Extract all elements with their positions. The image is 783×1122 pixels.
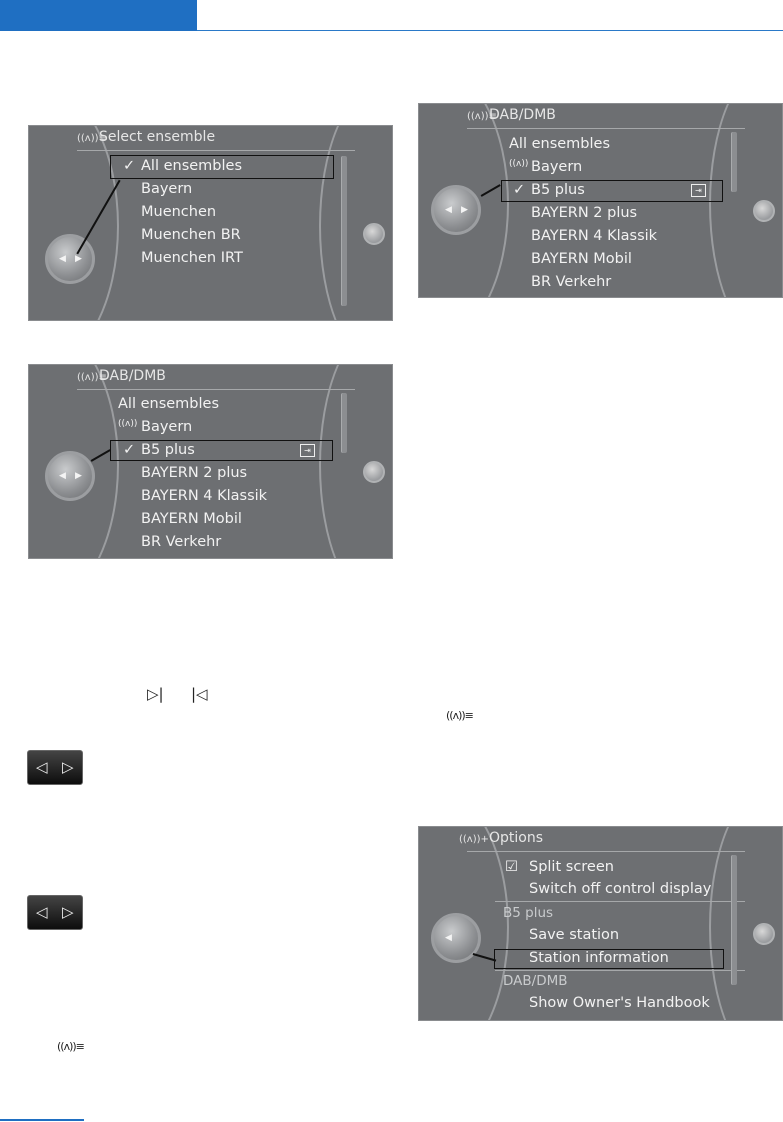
screen-bezel-arc: [319, 364, 393, 559]
radio-antenna-icon: ((ᴧ)): [509, 159, 529, 169]
menu-item[interactable]: BAYERN 4 Klassik: [531, 228, 658, 244]
radio-ensemble-icon: ((ᴧ))≡: [77, 372, 107, 383]
menu-item[interactable]: BR Verkehr: [531, 274, 612, 290]
radio-antenna-icon: ((ᴧ)): [118, 419, 138, 429]
menu-item-split-screen[interactable]: Split screen: [529, 859, 614, 875]
radio-ensemble-icon: ((ᴧ))≡: [467, 111, 497, 122]
screen-options: [418, 826, 783, 1021]
arrow-left-icon[interactable]: ◁: [36, 758, 48, 776]
checkmark-icon: ✓: [123, 442, 136, 458]
menu-item-b5-plus[interactable]: B5 plus: [531, 182, 585, 198]
save-station-icon: ⇥: [300, 444, 315, 457]
menu-item[interactable]: Switch off control display: [529, 881, 712, 897]
arrow-left-icon: ◀: [59, 254, 66, 264]
section-heading: DAB/DMB: [503, 973, 568, 989]
controller-icon: [431, 185, 481, 235]
radio-ensemble-icon: ((ᴧ))≡: [446, 709, 473, 722]
screen-title: ((ᴧ))≡DAB/DMB: [77, 368, 166, 384]
knob-icon: [363, 223, 385, 245]
menu-item[interactable]: Muenchen IRT: [141, 250, 243, 266]
controller-icon: [45, 234, 95, 284]
controller-icon: [431, 913, 481, 963]
arrow-buttons[interactable]: [27, 750, 83, 785]
section-divider: [495, 970, 745, 971]
menu-item[interactable]: Bayern: [531, 159, 583, 175]
next-track-icon: ▷|: [147, 685, 164, 703]
arrow-right-icon: ▶: [461, 205, 468, 215]
title-divider: [77, 389, 355, 390]
menu-item[interactable]: BAYERN Mobil: [141, 511, 242, 527]
section-heading: B5 plus: [503, 905, 554, 921]
radio-ensemble-icon: ((ᴧ))≡: [77, 133, 107, 144]
menu-item[interactable]: BAYERN Mobil: [531, 251, 632, 267]
knob-icon: [363, 461, 385, 483]
menu-item[interactable]: BAYERN 2 plus: [531, 205, 638, 221]
selection-highlight: [501, 180, 723, 202]
screen-title: ((ᴧ))+Options: [459, 830, 544, 846]
arrow-buttons[interactable]: [27, 895, 83, 930]
arrow-right-icon[interactable]: ▷: [62, 758, 74, 776]
screen-bezel-arc: [709, 826, 783, 1021]
footer-rule: [0, 1119, 84, 1121]
radio-ensemble-icon: ((ᴧ))≡: [57, 1040, 84, 1053]
menu-item-b5-plus[interactable]: B5 plus: [141, 442, 195, 458]
menu-item[interactable]: Muenchen BR: [141, 227, 241, 243]
menu-item[interactable]: BAYERN 2 plus: [141, 465, 248, 481]
title-divider: [77, 150, 355, 151]
screen-dab-dmb-right: [418, 103, 783, 298]
arrow-right-icon[interactable]: ▷: [62, 903, 74, 921]
screen-select-ensemble: [28, 125, 393, 321]
header-color-bar: [0, 0, 197, 31]
arrow-right-icon: ▶: [75, 471, 82, 481]
menu-item-all-ensembles[interactable]: All ensembles: [141, 158, 243, 174]
menu-item[interactable]: All ensembles: [509, 136, 611, 152]
scrollbar[interactable]: [731, 132, 737, 192]
screen-title: ((ᴧ))≡Select ensemble: [77, 129, 216, 145]
selection-highlight: [494, 949, 724, 969]
arrow-left-icon: ◀: [59, 471, 66, 481]
title-divider: [467, 851, 745, 852]
knob-icon: [753, 923, 775, 945]
section-divider: [495, 901, 745, 902]
menu-item[interactable]: Save station: [529, 927, 620, 943]
menu-item-station-information[interactable]: Station information: [529, 950, 669, 966]
controller-icon: [45, 451, 95, 501]
scrollbar[interactable]: [731, 855, 737, 985]
menu-item[interactable]: BAYERN 4 Klassik: [141, 488, 268, 504]
selection-highlight: [110, 440, 333, 461]
prev-track-icon: |◁: [191, 685, 208, 703]
header-rule: [197, 30, 783, 31]
screen-bezel-arc: [28, 125, 119, 321]
knob-icon: [753, 200, 775, 222]
screen-dab-dmb: [28, 364, 393, 559]
menu-item[interactable]: BR Verkehr: [141, 534, 222, 550]
menu-item[interactable]: Bayern: [141, 181, 193, 197]
checkmark-icon: ✓: [123, 158, 136, 174]
menu-item[interactable]: Bayern: [141, 419, 193, 435]
scrollbar[interactable]: [341, 156, 347, 306]
save-station-icon: ⇥: [691, 184, 706, 197]
checkmark-icon: ✓: [513, 182, 526, 198]
checkbox-icon[interactable]: ☑: [505, 859, 518, 875]
options-icon: ((ᴧ))+: [459, 834, 489, 845]
scrollbar[interactable]: [341, 393, 347, 453]
arrow-right-icon: ▶: [75, 254, 82, 264]
arrow-left-icon: ◀: [445, 933, 452, 943]
screen-title: ((ᴧ))≡DAB/DMB: [467, 107, 556, 123]
title-divider: [467, 128, 745, 129]
selection-highlight: [110, 155, 334, 179]
arrow-left-icon: ◀: [445, 205, 452, 215]
arrow-left-icon[interactable]: ◁: [36, 903, 48, 921]
menu-item[interactable]: All ensembles: [118, 396, 220, 412]
menu-item[interactable]: Show Owner's Handbook: [529, 995, 710, 1011]
menu-item[interactable]: Muenchen: [141, 204, 217, 220]
